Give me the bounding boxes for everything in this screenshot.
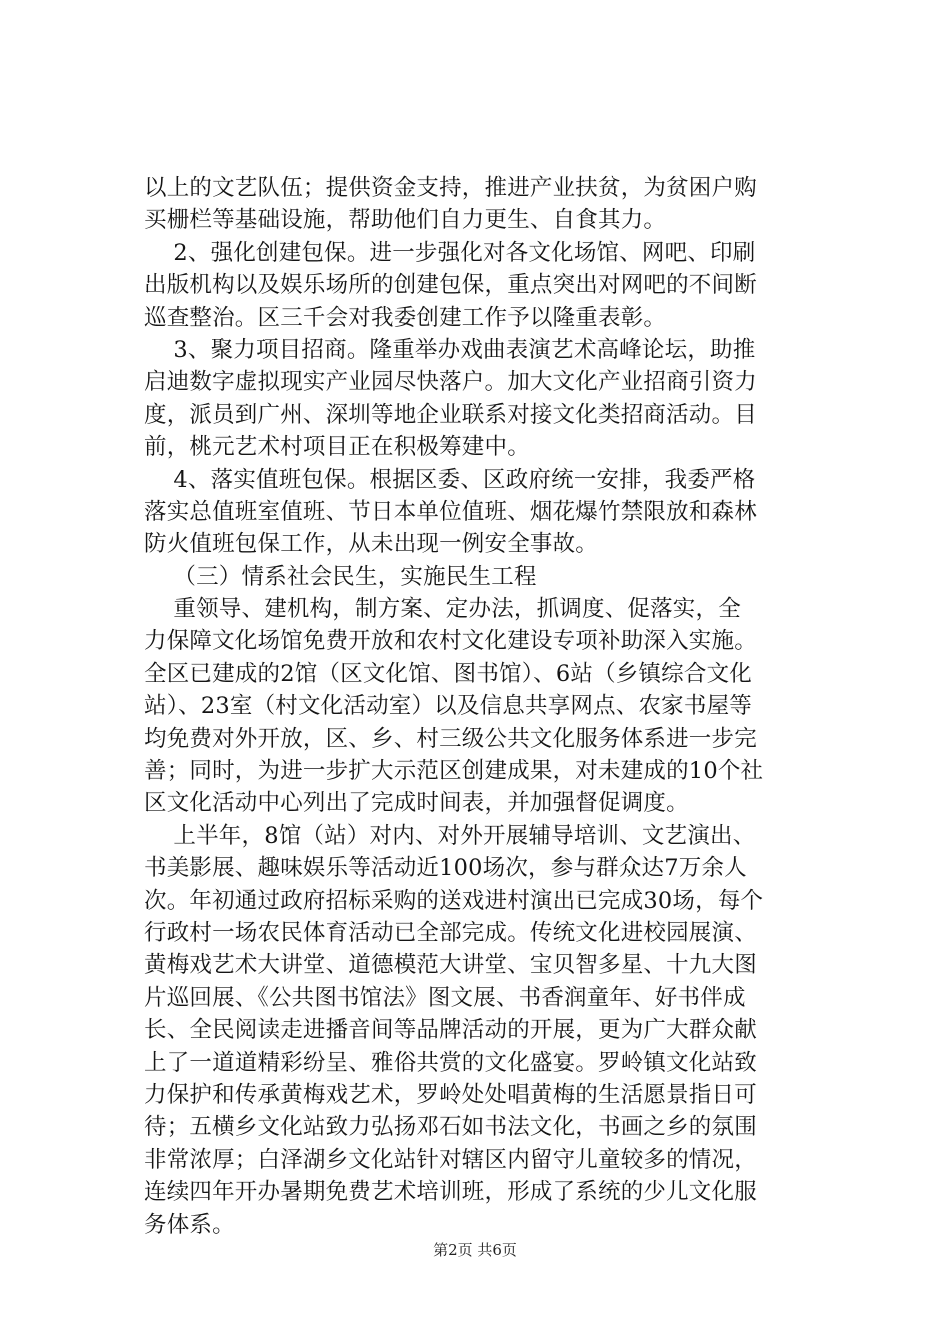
text-line: 均免费对外开放，区、乡、村三级公共文化服务体系进一步完 [144, 725, 757, 752]
text-line: 重领导、建机构，制方案、定办法，抓调度、促落实，全 [144, 596, 741, 623]
text-line: 买栅栏等基础设施，帮助他们自力更生、自食其力。 [144, 207, 667, 234]
text-line: 长、全民阅读走进播音间等品牌活动的开展，更为广大群众献 [144, 1017, 757, 1044]
text-line: 度，派员到广州、深圳等地企业联系对接文化类招商活动。目 [144, 401, 757, 428]
text-line: 片巡回展、《公共图书馆法》图文展、书香润童年、好书伴成 [144, 984, 746, 1011]
text-line: 上了一道道精彩纷呈、雅俗共赏的文化盛宴。罗岭镇文化站致 [144, 1049, 757, 1076]
text-line: 4、落实值班包保。根据区委、区政府统一安排，我委严格 [144, 466, 756, 493]
text-line: 力保障文化场馆免费开放和农村文化建设专项补助深入实施。 [144, 628, 757, 655]
text-line: 待；五横乡文化站致力弘扬邓石如书法文化，书画之乡的氛围 [144, 1114, 757, 1141]
text-line: 防火值班包保工作，从未出现一例安全事故。 [144, 531, 599, 558]
text-line: 行政村一场农民体育活动已全部完成。传统文化进校园展演、 [144, 919, 757, 946]
text-line: 上半年，8馆（站）对内、对外开展辅导培训、文艺演出、 [144, 822, 756, 849]
text-line: 区文化活动中心列出了完成时间表，并加强督促调度。 [144, 790, 689, 817]
text-line: 务体系。 [144, 1211, 235, 1238]
text-line: 次。年初通过政府招标采购的送戏进村演出已完成30场，每个 [144, 887, 764, 914]
text-line: 落实总值班室值班、节日本单位值班、烟花爆竹禁限放和森林 [144, 498, 757, 525]
text-line: 站）、23室（村文化活动室）以及信息共享网点、农家书屋等 [144, 693, 752, 720]
text-line: 启迪数字虚拟现实产业园尽快落户。加大文化产业招商引资力 [144, 369, 757, 396]
body-text [144, 172, 834, 1241]
section-heading: （三）情系社会民生，实施民生工程 [144, 563, 537, 590]
text-line: 力保护和传承黄梅戏艺术，罗岭处处唱黄梅的生活愿景指日可 [144, 1081, 757, 1108]
text-line: 书美影展、趣味娱乐等活动近100场次，参与群众达7万余人 [144, 855, 747, 882]
text-line: 连续四年开办暑期免费艺术培训班，形成了系统的少儿文化服 [144, 1179, 757, 1206]
text-line: 全区已建成的2馆（区文化馆、图书馆）、6站（乡镇综合文化 [144, 660, 752, 687]
text-line: 3、聚力项目招商。隆重举办戏曲表演艺术高峰论坛，助推 [144, 336, 756, 363]
text-line: 巡查整治。区三千会对我委创建工作予以隆重表彰。 [144, 304, 667, 331]
text-line: 出版机构以及娱乐场所的创建包保，重点突出对网吧的不间断 [144, 272, 757, 299]
text-line: 以上的文艺队伍；提供资金支持，推进产业扶贫，为贫困户购 [144, 175, 757, 201]
page-number-footer: 第2页 共6页 [433, 1241, 517, 1259]
text-line: 2、强化创建包保。进一步强化对各文化场馆、网吧、印刷 [144, 239, 756, 266]
text-line: 黄梅戏艺术大讲堂、道德模范大讲堂、宝贝智多星、十九大图 [144, 952, 757, 979]
text-line: 善；同时，为进一步扩大示范区创建成果，对未建成的10个社 [144, 758, 764, 785]
text-line: 非常浓厚；白泽湖乡文化站针对辖区内留守儿童较多的情况， [144, 1146, 757, 1173]
text-line: 前，桃元艺术村项目正在积极筹建中。 [144, 434, 530, 461]
